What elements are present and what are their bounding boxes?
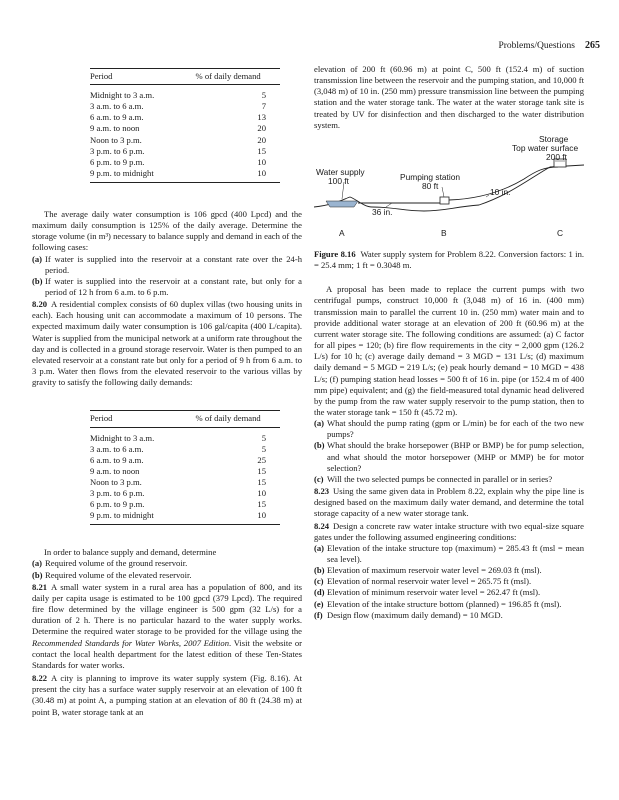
right-column [314,64,584,621]
percent-cell: 10 [168,510,280,525]
table-row [90,455,280,466]
percent-cell: 5 [261,90,266,101]
storage-elevation-label: 200 ft [546,151,567,162]
table-row [90,499,280,510]
leader-10in [486,195,489,197]
top-water-surface-label: Top water surface [512,142,579,153]
list-item: (d) Elevation of minimum reservoir water level = 262.47 ft (msl). [314,587,541,598]
pumping-station-box [440,197,449,204]
percent-cell: 20 [257,123,266,134]
figure-caption: Figure 8.16 Water supply system for Problem 8.22. Conversion factors: 1 in. = 25.4 mm; 1 ft = 0.3048 m. [314,248,585,271]
period-cell: 3 p.m. to 6 p.m. [90,488,145,499]
table-row [90,123,280,134]
list-item: (b) Required volume of the elevated reservoir. [32,569,192,580]
percent-cell: 15 [257,145,266,156]
period-cell: Midnight to 3 a.m. [90,432,155,443]
point-a-label: A [339,227,345,238]
point-b-label: B [441,227,447,238]
period-cell: 9 p.m. to midnight [90,168,168,183]
table1-header-percent: % of daily demand [168,69,280,85]
table-row [90,135,280,146]
paragraph-balance: In order to balance supply and demand, determine [44,547,217,558]
table-row [90,146,280,157]
table2-header-percent: % of daily demand [168,411,280,427]
table-row [90,168,280,183]
figure-8-16 [314,133,584,245]
running-title: Problems/Questions [498,41,575,51]
demand-table-2 [90,410,280,525]
table-row [90,112,280,123]
list-item: (c) Elevation of normal reservoir water level = 265.75 ft (msl). [314,576,532,587]
percent-cell: 15 [257,476,266,487]
problem-8-23: 8.23 Using the same given data in Problem 8.22, explain why the pipe line is designed based on the maximum daily water demand, and determine the total storage capacity of a new water storage tank. [314,486,584,519]
table-row [90,427,280,444]
list-item: (b) Elevation of maximum reservoir water level = 269.03 ft (msl). [314,565,542,576]
supply-elevation-label: 100 ft [328,175,349,186]
table-row [90,85,280,102]
period-cell: 3 a.m. to 6 a.m. [90,101,144,112]
problem-8-21: 8.21 A small water system in a rural area has a population of 800, and its daily per capita usage is estimated to be 100 gpcd (379 Lpcd). The required fire flow determined by the village engineer is 500 gpm (32 L/s) for a duration of 2 h. There is no particular hazard to the water supply works. Determine the required water storage to be provided for the village using the Recommended Standards for Water Works, 2007 Edition. Visit the website or contact the local health department for the latest edition of these Ten-States Standards for water works. [32,581,302,670]
table-row [90,477,280,488]
list-item: (b) If water is supplied into the reservoir at a constant rate, but only for a period of 12 h from 6 a.m. to 6 p.m. [32,275,302,297]
period-cell: 3 a.m. to 6 a.m. [90,443,144,454]
list-item: (a) What should the pump rating (gpm or L/min) be for each of the two new pumps? [314,418,584,440]
period-cell: 6 a.m. to 9 a.m. [90,112,144,123]
period-cell: 6 a.m. to 9 a.m. [90,454,144,465]
percent-cell: 25 [257,454,266,465]
problem-8-22: 8.22 A city is planning to improve its water supply system (Fig. 8.16). At present the city has a surface water supply reservoir at an elevation of 100 ft (30.48 m) at point A, a pumping station at an elevation of 80 ft (24.38 m) at point B, water storage tank at an [32,673,302,717]
table-row [90,157,280,168]
percent-cell: 5 [261,443,266,454]
pump-elevation-label: 80 ft [422,180,439,191]
water-system-diagram [314,133,584,245]
list-item: (c) Will the two selected pumps be connected in parallel or in series? [314,473,553,484]
period-cell: 3 p.m. to 6 p.m. [90,145,145,156]
table1-header-period: Period [90,69,168,85]
pipe-10in-label: 10 in. [490,186,511,197]
pipe-36in-label: 36 in. [372,206,393,217]
percent-cell: 10 [257,488,266,499]
list-item: (a) If water is supplied into the reservoir at a constant rate over the 24-h period. [32,253,302,275]
percent-cell: 20 [257,134,266,145]
percent-cell: 10 [168,168,280,183]
period-cell: 9 p.m. to midnight [90,510,168,525]
percent-cell: 10 [257,156,266,167]
water-supply-label: Water supply [316,166,365,177]
list-item: (e) Elevation of the intake structure bottom (planned) = 196.85 ft (msl). [314,598,562,609]
left-column [32,64,302,718]
period-cell: 6 p.m. to 9 p.m. [90,499,145,510]
percent-cell: 15 [257,465,266,476]
problem-8-24: 8.24 Design a concrete raw water intake structure with two equal-size square gates under the following assumed engineering conditions: [314,520,584,542]
paragraph-proposal: A proposal has been made to replace the current pumps with two centrifugal pumps, construct 10,000 ft (3,048 m) of 16 in. (400 mm) transmission main to parallel the current 10 in. (250 mm) water main and to provide additional water storage at an elevation of 200 ft (60.96 m) at the current water storage site. The following conditions are assumed: (a) C factor for all pipes = 120; (b) fire flow requirements in the city = 2,000 gpm (126.2 L/s) for 10 h; (c) average daily demand = 3 MGD = 131 L/s; (d) maximum daily demand = 5 MGD = 219 L/s; (e) peak hourly demand = 10 MGD = 438 L/s; (f) pumping station head losses = 500 ft of 16 in. pipe (or 152.4 m of 400 mm pipe) equivalent; and (g) the field-measured total dynamic head delivered by the pump from the raw water supply reservoir to the pump station, then to the water storage tank = 150 ft (45.72 m). [314,284,584,417]
table-row [90,488,280,499]
table2-header-period: Period [90,411,168,427]
leader-pump [442,187,444,197]
demand-table-1 [90,68,280,183]
period-cell: Noon to 3 p.m. [90,476,142,487]
running-header [40,40,600,54]
reservoir-water [326,201,358,207]
list-item: (a) Required volume of the ground reservoir. [32,558,188,569]
paragraph-consumption: The average daily water consumption is 106 gpcd (400 Lpcd) and the maximum daily consumption is 125% of the daily average. Determine the storage volume (in m³) necessary to balance supply and demand in each of the following cases: [32,208,302,253]
list-item: (a) Elevation of the intake structure top (maximum) = 285.43 ft (msl = mean sea level). [314,542,584,564]
table-row [90,510,280,525]
table-row [90,101,280,112]
percent-cell: 15 [257,499,266,510]
paragraph-continued: elevation of 200 ft (60.96 m) at point C, 500 ft (152.4 m) of suction transmission line between the reservoir and the pumping station, and 10,000 ft (3,048 m) of 10 in. (250 mm) pressure transmission line between the pumping station and the water storage tank. The water at the water storage tank site is treated by UV for disinfection and then discharged to the water distribution system. [314,64,584,130]
period-cell: 9 a.m. to noon [90,123,140,134]
percent-cell: 7 [261,101,266,112]
list-item: (f) Design flow (maximum daily demand) = 10 MGD. [314,609,503,620]
period-cell: Noon to 3 p.m. [90,134,142,145]
problem-8-20: 8.20 A residential complex consists of 60 duplex villas (two housing units in each). Each housing unit can accommodate a maximum of 10 persons. The expected maximum daily water consumption is 106 gal/capita (400 L/capita). Water is supplied from the municipal network at a uniform rate throughout the day and is collected in a ground storage reservoir. Water is then pumped to an elevated reservoir at a constant rate but only for a period of 9 h from 6 a.m. to 3 p.m. Water then flows from the elevated reservoir to the various villas by gravity to satisfy the following daily demands: [32,299,302,388]
period-cell: 6 p.m. to 9 p.m. [90,156,145,167]
list-item: (b) What should the brake horsepower (BHP or BMP) be for pump selection, and what should the motor horsepower (MHP or MMP) be for motor selection? [314,440,584,473]
storage-label: Storage [539,133,569,144]
point-c-label: C [557,227,564,238]
period-cell: Midnight to 3 a.m. [90,90,155,101]
table-row [90,444,280,455]
table-row [90,466,280,477]
percent-cell: 5 [261,432,266,443]
page-number: 265 [585,40,600,51]
pumping-station-label: Pumping station [400,171,461,182]
percent-cell: 13 [257,112,266,123]
period-cell: 9 a.m. to noon [90,465,140,476]
